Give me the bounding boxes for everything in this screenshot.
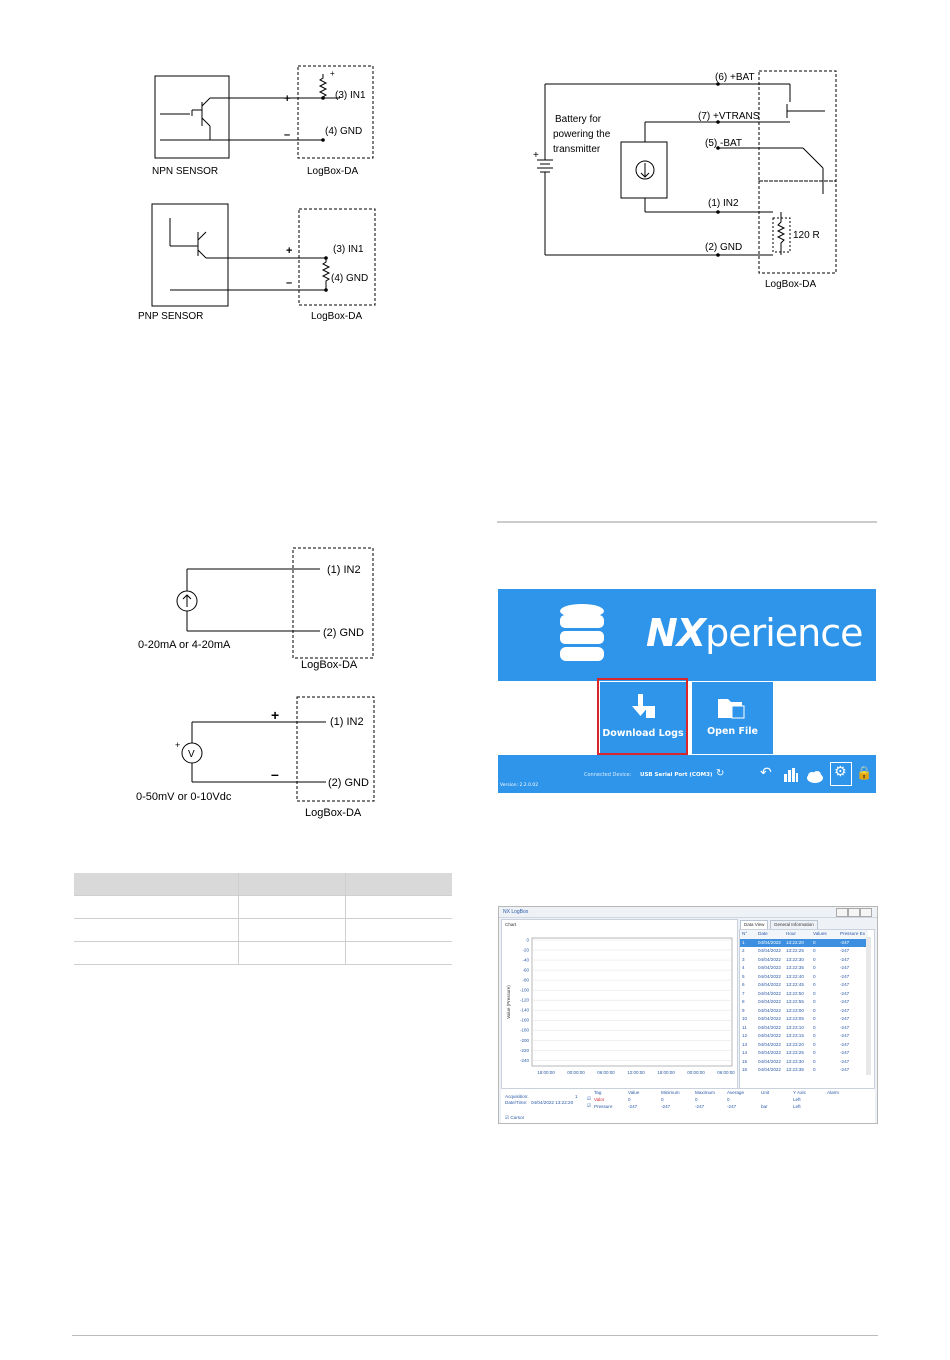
x-tick-label: 12:00:00 xyxy=(627,1070,645,1075)
table-row[interactable] xyxy=(740,939,868,948)
y-tick-label: -140 xyxy=(519,1007,529,1013)
viewer-title: NX LogBox xyxy=(503,909,529,915)
info-panel xyxy=(501,1088,875,1123)
grid-cell: 0 xyxy=(813,1067,816,1072)
y-tick-label: -40 xyxy=(522,957,529,963)
grid-cell: 0 xyxy=(813,973,816,979)
info-cell: -247 xyxy=(727,1104,737,1109)
grid-cell: 0 xyxy=(813,1016,816,1021)
y-tick-label: -100 xyxy=(519,987,529,993)
grid-cell: 04/04/2022 xyxy=(758,948,781,953)
grid-cell: -247 xyxy=(840,1007,850,1013)
grid-cell: Hour xyxy=(786,931,796,936)
voltage-minus: – xyxy=(271,766,279,782)
table-row[interactable] xyxy=(740,1024,868,1033)
y-tick-label: -20 xyxy=(522,947,529,953)
grid-cell: -247 xyxy=(840,1016,850,1021)
table-row[interactable] xyxy=(740,1041,868,1050)
grid-cell: 13:22:20 xyxy=(786,939,804,945)
battery-device: LogBox-DA xyxy=(765,279,817,290)
table-row[interactable] xyxy=(740,956,868,965)
info-cell: Left xyxy=(793,1097,801,1102)
voltmeter-symbol: V xyxy=(188,749,195,760)
tab-general-information[interactable]: General Information xyxy=(770,920,818,930)
lock-icon[interactable]: 🔒 xyxy=(856,766,873,781)
grid-cell: -247 xyxy=(840,1067,850,1072)
grid-cell: -247 xyxy=(840,1033,850,1038)
grid-cell: 9 xyxy=(742,1007,745,1013)
npn-pullup: + xyxy=(330,69,335,78)
y-tick-label: 0 xyxy=(526,937,529,943)
grid-cell: -247 xyxy=(840,982,850,987)
current-voltage-wiring-diagram xyxy=(130,540,390,830)
section-divider xyxy=(497,521,877,523)
vtrans-label: (7) +VTRANS xyxy=(698,111,760,122)
y-tick-label: -60 xyxy=(522,967,529,973)
grid-cell: 04/04/2022 xyxy=(758,1033,781,1038)
grid-cell: 1 xyxy=(742,939,745,945)
table-row[interactable] xyxy=(740,1007,868,1016)
info-header-cell: Value xyxy=(628,1090,640,1095)
info-cell: -247 xyxy=(628,1104,638,1109)
grid-cell: Date xyxy=(758,931,768,936)
pnp-minus: – xyxy=(286,277,293,289)
grid-cell: 13:23:05 xyxy=(786,1016,804,1021)
open-file-button[interactable]: Open File xyxy=(692,682,773,754)
cursor-checkbox[interactable]: ☑ Cursor xyxy=(505,1115,525,1120)
grid-cell: 3 xyxy=(742,956,745,962)
grid-cell: 13:22:25 xyxy=(786,948,804,953)
series-checkbox[interactable]: ☑ xyxy=(587,1096,592,1101)
voltage-in2: (1) IN2 xyxy=(330,716,364,728)
grid-cell: 13:23:10 xyxy=(786,1024,804,1030)
acquisition-label: Acquisition: xyxy=(505,1094,529,1099)
grid-cell: 04/04/2022 xyxy=(758,1067,781,1072)
info-cell: -247 xyxy=(695,1104,705,1109)
grid-cell: 12 xyxy=(742,1033,748,1038)
pnp-gnd: (4) GND xyxy=(331,273,369,284)
minimize-button[interactable] xyxy=(836,908,848,917)
info-header-cell: Unit xyxy=(761,1090,770,1095)
refresh-icon[interactable]: ↻ xyxy=(716,768,725,779)
grid-cell: 0 xyxy=(813,948,816,953)
info-cell: Left xyxy=(793,1104,801,1109)
grid-cell: 04/04/2022 xyxy=(758,982,781,987)
grid-cell: 16 xyxy=(742,1067,748,1072)
in2-label: (1) IN2 xyxy=(708,198,739,209)
table-row[interactable] xyxy=(740,1032,868,1041)
info-header-cell: Alarm xyxy=(827,1090,839,1095)
grid-cell: -247 xyxy=(840,939,850,945)
info-header-cell: Y Axis xyxy=(793,1090,806,1095)
grid-cell: 5 xyxy=(742,973,745,979)
grid-cell: 04/04/2022 xyxy=(758,999,781,1004)
acquisition-value: 1 xyxy=(575,1094,578,1099)
bat-minus-label: (5) -BAT xyxy=(705,138,743,149)
datetime-label: Date/Time: xyxy=(505,1100,528,1105)
grid-cell: 04/04/2022 xyxy=(758,990,781,996)
voltmeter-plus: + xyxy=(175,740,181,750)
battery-note-3: transmitter xyxy=(553,144,601,155)
info-cell: Valor xyxy=(594,1097,605,1102)
grid-cell: 04/04/2022 xyxy=(758,939,781,945)
grid-cell: 13:22:30 xyxy=(786,956,804,962)
maximize-button[interactable] xyxy=(848,908,860,917)
grid-cell: 14 xyxy=(742,1050,748,1055)
grid-cell: 0 xyxy=(813,1024,816,1030)
y-tick-label: -200 xyxy=(519,1037,529,1043)
battery-transmitter-diagram xyxy=(525,62,845,294)
y-tick-label: -120 xyxy=(519,997,529,1003)
npn-device: LogBox-DA xyxy=(307,166,359,177)
grid-cell: 13 xyxy=(742,1041,748,1047)
grid-cell: 13:23:30 xyxy=(786,1058,804,1064)
table-row[interactable] xyxy=(740,990,868,999)
plot-area xyxy=(532,938,732,1066)
grid-cell: -247 xyxy=(840,1041,850,1047)
info-cell: 0 xyxy=(628,1097,631,1102)
x-tick-label: 18:00:00 xyxy=(657,1070,675,1075)
connected-device: USB Serial Port (COM3) xyxy=(640,772,713,778)
npn-caption: NPN SENSOR xyxy=(152,166,219,177)
grid-cell: 15 xyxy=(742,1058,748,1064)
tab-data-view[interactable]: Data View xyxy=(740,920,768,930)
data-viewer-screenshot xyxy=(498,906,878,1124)
x-tick-label: 00:00:00 xyxy=(567,1070,585,1075)
grid-cell: 13:23:35 xyxy=(786,1067,804,1072)
x-tick-label: 06:00:00 xyxy=(597,1070,615,1075)
settings-icon[interactable]: ⚙ xyxy=(830,762,852,786)
chart-tab[interactable]: Chart xyxy=(505,922,517,927)
pressure-chart xyxy=(502,928,737,1088)
grid-header-row[interactable] xyxy=(740,930,868,939)
resistor-label: 120 R xyxy=(793,230,820,241)
pnp-plus: + xyxy=(286,245,293,257)
nx-status-bar xyxy=(498,755,876,793)
grid-cell: 7 xyxy=(742,990,745,996)
info-header-cell: Tag xyxy=(594,1090,602,1095)
grid-cell: 04/04/2022 xyxy=(758,956,781,962)
grid-cell: 13:23:25 xyxy=(786,1050,804,1055)
info-cell: 0 xyxy=(727,1097,730,1102)
chart-panel xyxy=(501,919,738,1089)
info-cell: Pressure xyxy=(594,1104,613,1109)
grid-cell: -247 xyxy=(840,1050,850,1055)
grid-cell: Values xyxy=(813,931,827,936)
voltage-gnd: (2) GND xyxy=(328,777,369,789)
grid-cell: 13:22:35 xyxy=(786,965,804,970)
grid-cell: -247 xyxy=(840,1024,850,1030)
info-cell: bar xyxy=(761,1104,768,1109)
grid-cell: -247 xyxy=(840,990,850,996)
table-row[interactable] xyxy=(740,947,868,956)
grid-cell: -247 xyxy=(840,973,850,979)
voltage-device: LogBox-DA xyxy=(305,807,362,819)
grid-cell: 04/04/2022 xyxy=(758,1041,781,1047)
grid-cell: -247 xyxy=(840,1058,850,1064)
grid-cell: 04/04/2022 xyxy=(758,1058,781,1064)
download-logs-button[interactable]: Download Logs xyxy=(600,682,686,754)
x-tick-label: 18:00:00 xyxy=(537,1070,555,1075)
grid-cell: 10 xyxy=(742,1016,748,1021)
grid-cell: 2 xyxy=(742,948,745,953)
grid-cell: 13:22:55 xyxy=(786,999,804,1004)
table-row[interactable] xyxy=(740,973,868,982)
current-in2: (1) IN2 xyxy=(327,564,361,576)
battery-plus: + xyxy=(533,150,539,161)
battery-note-2: powering the xyxy=(553,129,611,140)
grid-cell: 04/04/2022 xyxy=(758,973,781,979)
grid-cell: Pressure Ex xyxy=(840,931,866,936)
info-cell: 0 xyxy=(695,1097,698,1102)
grid-cell: N° xyxy=(742,931,748,936)
grid-cell: 0 xyxy=(813,1007,816,1013)
cloud-icon[interactable] xyxy=(806,768,824,780)
grid-cell: 0 xyxy=(813,982,816,987)
x-tick-label: 00:00:00 xyxy=(687,1070,705,1075)
x-tick-label: 06:00:00 xyxy=(717,1070,735,1075)
grid-cell: 0 xyxy=(813,1033,816,1038)
info-header-cell: Average xyxy=(727,1090,745,1095)
grid-cell: 13:22:45 xyxy=(786,982,804,987)
table-row[interactable] xyxy=(740,1058,868,1067)
bat-plus-label: (6) +BAT xyxy=(715,72,755,83)
grid-cell: 0 xyxy=(813,1041,816,1047)
download-highlight-frame xyxy=(597,678,688,755)
grid-cell: 0 xyxy=(813,939,816,945)
connected-label: Connected Device: xyxy=(584,772,632,778)
pnp-caption: PNP SENSOR xyxy=(138,311,204,322)
series-checkbox[interactable]: ☑ xyxy=(587,1103,592,1108)
close-button[interactable] xyxy=(860,908,872,917)
info-header-cell: Minimum xyxy=(661,1090,680,1095)
grid-cell: 11 xyxy=(742,1024,747,1030)
grid-cell: 13:23:20 xyxy=(786,1041,804,1047)
info-cell: 0 xyxy=(661,1097,664,1102)
grid-cell: 13:23:00 xyxy=(786,1007,804,1013)
y-tick-label: -220 xyxy=(519,1047,529,1053)
grid-cell: 8 xyxy=(742,999,745,1004)
grid-cell: -247 xyxy=(840,956,850,962)
grid-cell: 13:22:50 xyxy=(786,990,804,996)
y-tick-label: -240 xyxy=(519,1057,529,1063)
grid-cell: 04/04/2022 xyxy=(758,1016,781,1021)
grid-cell: 0 xyxy=(813,999,816,1004)
table-row[interactable] xyxy=(740,1049,868,1058)
pnp-device: LogBox-DA xyxy=(311,311,363,322)
back-icon[interactable]: ↶ xyxy=(760,765,772,781)
table-row[interactable] xyxy=(740,998,868,1007)
grid-cell: 6 xyxy=(742,982,745,987)
info-cell: -247 xyxy=(661,1104,671,1109)
grid-cell: 04/04/2022 xyxy=(758,1007,781,1013)
pnp-in1: (3) IN1 xyxy=(333,244,364,255)
chart-icon[interactable] xyxy=(784,767,798,781)
grid-cell: 04/04/2022 xyxy=(758,1050,781,1055)
npn-plus: + xyxy=(284,93,291,105)
current-gnd: (2) GND xyxy=(323,627,364,639)
voltage-caption: 0-50mV or 0-10Vdc xyxy=(136,791,232,803)
battery-note-1: Battery for xyxy=(555,114,602,125)
y-axis-label: Value (Pressure) xyxy=(506,985,511,1019)
database-icon xyxy=(556,603,608,665)
y-tick-label: -180 xyxy=(519,1027,529,1033)
npn-in1: (3) IN1 xyxy=(335,90,366,101)
table-row[interactable] xyxy=(740,964,868,973)
gnd-label: (2) GND xyxy=(705,242,743,253)
voltage-plus: + xyxy=(271,707,280,723)
table-row[interactable] xyxy=(740,1066,868,1075)
grid-cell: -247 xyxy=(840,965,850,970)
npn-gnd: (4) GND xyxy=(325,126,363,137)
table-row[interactable] xyxy=(740,1015,868,1024)
grid-cell: -247 xyxy=(840,999,850,1004)
info-header-cell: Maximum xyxy=(695,1090,715,1095)
npn-pnp-wiring-diagram xyxy=(130,60,390,330)
grid-cell: 04/04/2022 xyxy=(758,965,781,970)
grid-cell: 04/04/2022 xyxy=(758,1024,781,1030)
footer-divider xyxy=(72,1335,878,1336)
grid-cell: -247 xyxy=(840,948,850,953)
grid-scrollbar[interactable] xyxy=(866,937,871,1075)
version-text: Version: 2.2.0.02 xyxy=(500,783,539,788)
folder-icon xyxy=(718,696,746,720)
y-tick-label: -80 xyxy=(522,977,529,983)
table-row[interactable] xyxy=(740,981,868,990)
current-caption: 0-20mA or 4-20mA xyxy=(138,639,231,651)
grid-cell: 13:23:15 xyxy=(786,1033,804,1038)
grid-cell: 0 xyxy=(813,965,816,970)
grid-cell: 4 xyxy=(742,965,745,970)
grid-cell: 13:22:40 xyxy=(786,973,804,979)
grid-cell: 0 xyxy=(813,1050,816,1055)
npn-minus: – xyxy=(284,129,291,141)
datetime-value: 04/04/2022 13:22:20 xyxy=(531,1100,574,1105)
empty-table xyxy=(74,873,452,965)
grid-cell: 0 xyxy=(813,1058,816,1064)
grid-cell: 0 xyxy=(813,956,816,962)
current-device: LogBox-DA xyxy=(301,659,358,671)
nxperience-logo: NXperience xyxy=(646,611,863,655)
y-tick-label: -160 xyxy=(519,1017,529,1023)
nxperience-screenshot xyxy=(498,589,876,793)
grid-cell: 0 xyxy=(813,990,816,996)
viewer-titlebar xyxy=(499,907,877,918)
